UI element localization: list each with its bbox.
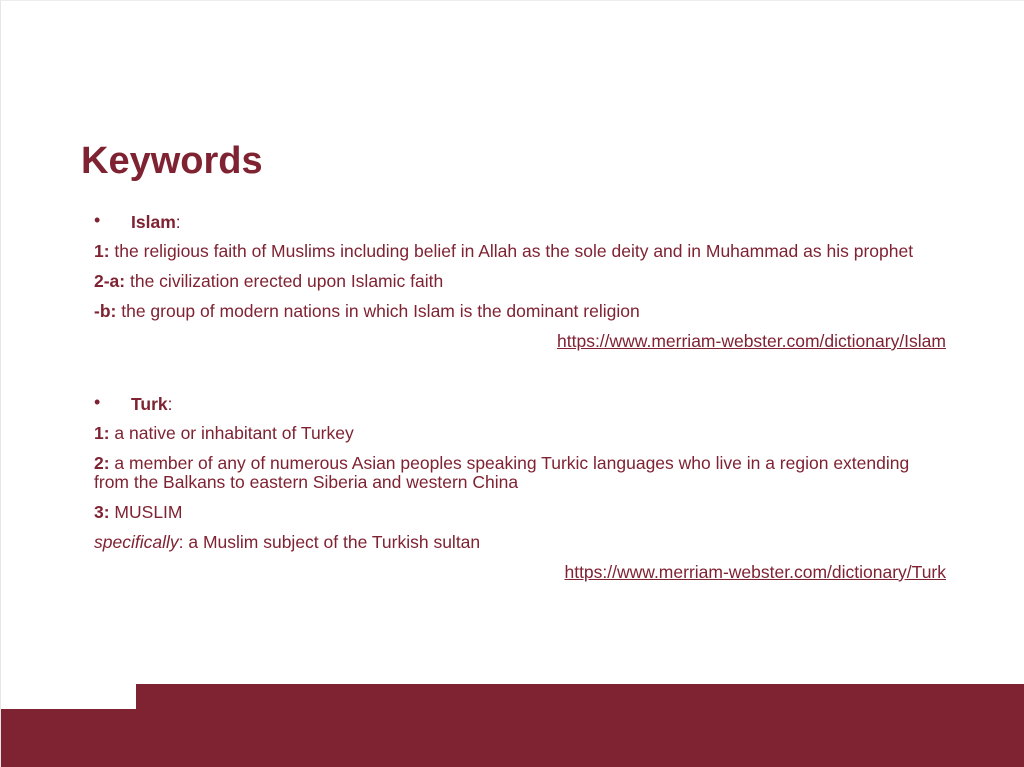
term-islam-label: Islam [131, 212, 176, 232]
bullet-dot: • [94, 210, 101, 230]
definition-islam-2b [94, 302, 946, 321]
definition-number: 3: [94, 502, 110, 522]
term-colon: : [167, 394, 173, 414]
section-gap [94, 354, 946, 393]
specifically-label: specifically [94, 532, 179, 552]
slide-title: Keywords [81, 140, 263, 182]
definition-islam-1 [94, 242, 946, 261]
definition-text: MUSLIM [109, 502, 183, 522]
definition-turk-1 [94, 424, 946, 443]
definition-turk-specifically [94, 533, 946, 552]
bullet-dot: • [94, 392, 101, 412]
slide-content [94, 211, 946, 585]
term-turk [131, 395, 173, 414]
definition-text: the group of modern nations in which Islam is the dominant religion [116, 301, 640, 321]
footer-bar [1, 684, 1024, 767]
definition-text: the religious faith of Muslims including belief in Allah as the sole deity and in Muhammad as his prophet [109, 241, 914, 261]
term-colon: : [175, 212, 181, 232]
definition-turk-2 [94, 454, 946, 492]
definition-text: the civilization erected upon Islamic faith [125, 271, 444, 291]
footer-notch [1, 684, 136, 709]
source-islam [94, 332, 946, 354]
bullet-turk [94, 393, 946, 417]
definition-number: -b: [94, 301, 117, 321]
source-turk [94, 563, 946, 585]
bullet-islam [94, 211, 946, 235]
definition-islam-2a [94, 272, 946, 291]
definition-turk-3 [94, 503, 946, 522]
definition-number: 1: [94, 423, 110, 443]
definition-text: : a Muslim subject of the Turkish sultan [178, 532, 481, 552]
definition-number: 1: [94, 241, 110, 261]
term-islam [131, 213, 181, 232]
source-link-turk[interactable]: https://www.merriam-webster.com/dictionary/Turk [564, 562, 946, 582]
definition-text: a member of any of numerous Asian peoples speaking Turkic languages who live in a region extending from the Balkans to eastern Siberia and western China [94, 453, 910, 492]
source-link-islam[interactable]: https://www.merriam-webster.com/dictionary/Islam [557, 331, 946, 351]
definition-number: 2-a: [94, 271, 126, 291]
term-turk-label: Turk [131, 394, 168, 414]
definition-text: a native or inhabitant of Turkey [109, 423, 354, 443]
definition-number: 2: [94, 453, 110, 473]
